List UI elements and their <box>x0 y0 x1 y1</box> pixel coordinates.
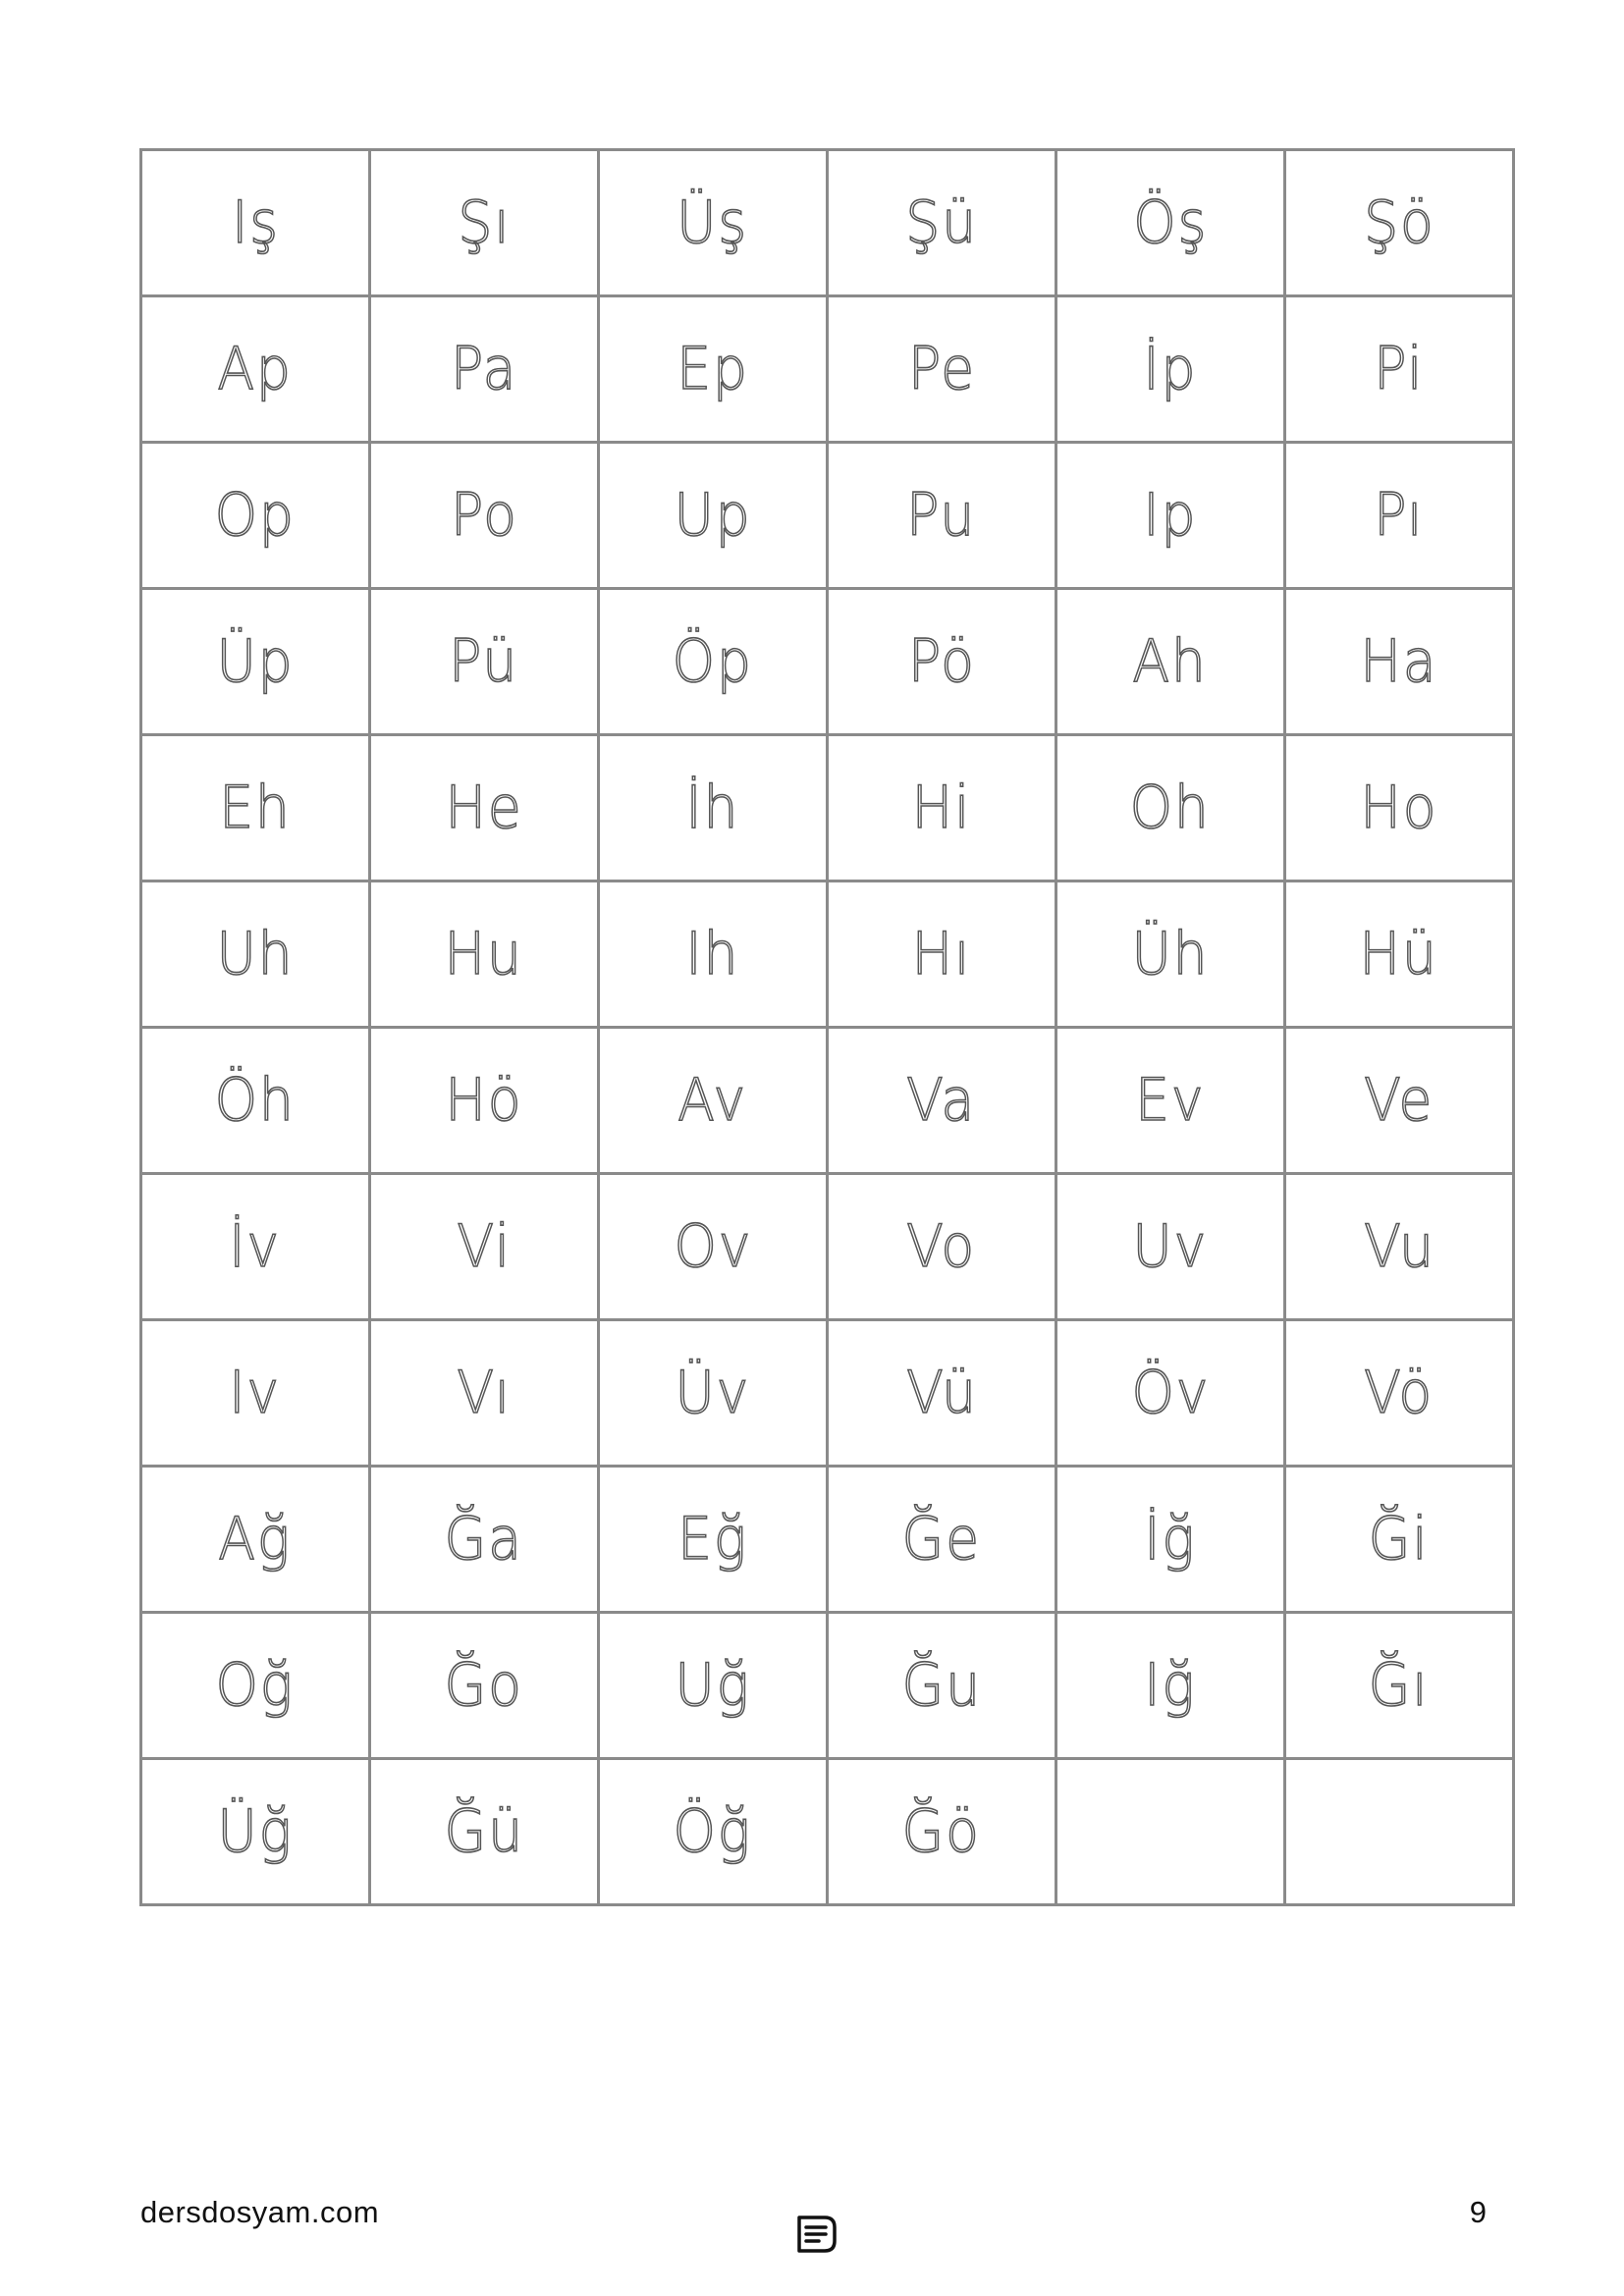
grid-cell <box>141 1759 370 1905</box>
grid-cell <box>828 150 1056 296</box>
tracing-syllable: Oh <box>1129 774 1212 842</box>
tracing-syllable: Ah <box>1132 627 1209 696</box>
grid-cell <box>599 1174 828 1320</box>
tracing-syllable: Üş <box>677 188 749 257</box>
tracing-syllable: Pö <box>907 627 976 696</box>
grid-cell <box>141 1613 370 1759</box>
tracing-syllable: Pü <box>449 627 519 696</box>
tracing-syllable: Öğ <box>673 1797 753 1866</box>
tracing-syllable: He <box>445 774 523 842</box>
tracing-syllable: Ağ <box>218 1505 293 1574</box>
tracing-syllable: Ğü <box>444 1797 524 1866</box>
tracing-syllable: Iv <box>229 1359 282 1427</box>
grid-cell <box>1056 1467 1285 1613</box>
grid-cell <box>828 1759 1056 1905</box>
tracing-syllable: Op <box>214 481 297 550</box>
grid-cell <box>1285 1028 1514 1174</box>
tracing-syllable: Vu <box>1363 1212 1435 1281</box>
grid-cell <box>1056 443 1285 589</box>
grid-row <box>141 1759 1514 1905</box>
grid-row <box>141 1174 1514 1320</box>
tracing-syllable: Ği <box>1369 1505 1430 1574</box>
tracing-syllable: Şö <box>1363 188 1435 257</box>
grid-body <box>141 150 1514 1905</box>
grid-cell <box>1056 589 1285 735</box>
tracing-syllable: Iş <box>231 188 280 257</box>
grid-row <box>141 150 1514 296</box>
tracing-syllable: Üp <box>216 627 295 696</box>
tracing-syllable: Hü <box>1359 920 1439 988</box>
tracing-syllable: Pa <box>450 335 518 403</box>
tracing-syllable: Hı <box>911 920 972 988</box>
grid-cell <box>599 1028 828 1174</box>
grid-cell <box>1056 1759 1285 1905</box>
tracing-syllable: Av <box>677 1066 748 1135</box>
grid-cell <box>599 150 828 296</box>
grid-cell <box>828 1613 1056 1759</box>
grid-cell <box>599 1613 828 1759</box>
grid-cell <box>828 296 1056 443</box>
tracing-syllable: Ev <box>1135 1066 1206 1135</box>
grid-cell <box>599 296 828 443</box>
grid-cell <box>828 1467 1056 1613</box>
grid-cell <box>828 589 1056 735</box>
tracing-syllable: Pe <box>907 335 976 403</box>
grid-cell <box>1056 881 1285 1028</box>
grid-cell <box>141 1320 370 1467</box>
tracing-syllable: Hi <box>911 774 972 842</box>
grid-cell <box>370 1759 599 1905</box>
grid-cell <box>1285 1467 1514 1613</box>
grid-cell <box>1285 1613 1514 1759</box>
grid-cell <box>1056 735 1285 881</box>
grid-cell <box>828 735 1056 881</box>
tracing-syllable: Üğ <box>217 1797 294 1866</box>
tracing-syllable: Hö <box>445 1066 523 1135</box>
grid-cell <box>370 1320 599 1467</box>
grid-cell <box>1285 1759 1514 1905</box>
grid-cell <box>1285 735 1514 881</box>
grid-cell <box>1285 443 1514 589</box>
grid-row <box>141 1613 1514 1759</box>
tracing-syllable: İğ <box>1144 1505 1197 1574</box>
grid-cell <box>1056 1174 1285 1320</box>
tracing-syllable: Vi <box>457 1212 512 1281</box>
grid-cell <box>828 1320 1056 1467</box>
grid-cell <box>599 1759 828 1905</box>
tracing-syllable: Vı <box>457 1359 512 1427</box>
tracing-syllable: İh <box>685 774 740 842</box>
grid-row <box>141 443 1514 589</box>
grid-cell <box>599 1320 828 1467</box>
grid-cell <box>141 589 370 735</box>
tracing-syllable: Pi <box>1374 335 1425 403</box>
grid-cell <box>599 881 828 1028</box>
grid-cell <box>370 881 599 1028</box>
grid-cell <box>1056 1613 1285 1759</box>
grid-cell <box>141 296 370 443</box>
tracing-syllable: Eğ <box>677 1505 748 1574</box>
tracing-syllable: Vö <box>1364 1359 1435 1427</box>
grid-cell <box>828 1174 1056 1320</box>
tracing-syllable: Va <box>906 1066 977 1135</box>
tracing-syllable: Ğo <box>444 1651 524 1720</box>
tracing-syllable: Öş <box>1133 188 1208 257</box>
grid-cell <box>1056 150 1285 296</box>
grid-cell <box>141 881 370 1028</box>
tracing-syllable: Pu <box>906 481 977 550</box>
grid-row <box>141 1320 1514 1467</box>
grid-cell <box>1285 1320 1514 1467</box>
grid-cell <box>370 589 599 735</box>
tracing-syllable: Oğ <box>215 1651 296 1720</box>
grid-cell <box>1285 1174 1514 1320</box>
grid-row <box>141 296 1514 443</box>
tracing-syllable: Uv <box>1132 1212 1209 1281</box>
tracing-syllable: Öv <box>1131 1359 1210 1427</box>
tracing-syllable: Pı <box>1374 481 1425 550</box>
grid-cell <box>141 443 370 589</box>
tracing-syllable: Vü <box>905 1359 978 1427</box>
tracing-syllable: Ğe <box>901 1505 982 1574</box>
tracing-syllable: Ip <box>1143 481 1198 550</box>
syllable-tracing-grid <box>139 148 1515 1906</box>
grid-cell <box>1285 881 1514 1028</box>
grid-cell <box>1056 296 1285 443</box>
grid-cell <box>828 1028 1056 1174</box>
tracing-syllable: Şü <box>905 188 978 257</box>
tracing-syllable: Po <box>450 481 518 550</box>
grid-row <box>141 735 1514 881</box>
tracing-syllable: Öh <box>214 1066 297 1135</box>
grid-cell <box>1285 150 1514 296</box>
tracing-syllable: Şı <box>457 188 512 257</box>
tracing-syllable: Ih <box>685 920 740 988</box>
grid-row <box>141 1028 1514 1174</box>
grid-cell <box>141 1467 370 1613</box>
grid-cell <box>370 150 599 296</box>
tracing-syllable: Hu <box>444 920 524 988</box>
grid-cell <box>370 1028 599 1174</box>
grid-cell <box>1285 296 1514 443</box>
grid-cell <box>141 1174 370 1320</box>
tracing-syllable: Uğ <box>675 1651 751 1720</box>
grid-cell <box>599 735 828 881</box>
tracing-syllable: Iğ <box>1144 1651 1197 1720</box>
grid-cell <box>370 735 599 881</box>
grid-cell <box>141 735 370 881</box>
tracing-syllable: Ov <box>674 1212 752 1281</box>
tracing-syllable: Ep <box>677 335 749 403</box>
tracing-syllable: Ğö <box>901 1797 982 1866</box>
tracing-syllable: İp <box>1143 335 1198 403</box>
grid-cell <box>370 296 599 443</box>
tracing-syllable: Up <box>674 481 752 550</box>
grid-cell <box>1056 1028 1285 1174</box>
grid-cell <box>1285 589 1514 735</box>
grid-cell <box>599 443 828 589</box>
grid-cell <box>1056 1320 1285 1467</box>
grid-cell <box>828 443 1056 589</box>
document-lines-icon <box>793 2214 839 2255</box>
tracing-syllable: Ğa <box>444 1505 524 1574</box>
grid-row <box>141 589 1514 735</box>
tracing-syllable: İv <box>229 1212 282 1281</box>
tracing-syllable: Vo <box>906 1212 977 1281</box>
tracing-syllable: Eh <box>219 774 292 842</box>
grid-cell <box>370 443 599 589</box>
grid-row <box>141 881 1514 1028</box>
grid-cell <box>141 1028 370 1174</box>
footer-site-name: dersdosyam.com <box>140 2195 380 2229</box>
grid-cell <box>370 1613 599 1759</box>
tracing-syllable: Ho <box>1360 774 1438 842</box>
tracing-syllable: Öp <box>672 627 754 696</box>
grid-cell <box>828 881 1056 1028</box>
grid-cell <box>370 1174 599 1320</box>
tracing-syllable: Üv <box>675 1359 751 1427</box>
tracing-syllable: Ve <box>1364 1066 1435 1135</box>
grid-cell <box>141 150 370 296</box>
grid-cell <box>599 1467 828 1613</box>
tracing-syllable: Ğu <box>901 1651 982 1720</box>
tracing-syllable: Ap <box>217 335 294 403</box>
grid-cell <box>370 1467 599 1613</box>
page-number: 9 <box>1469 2195 1487 2229</box>
tracing-syllable: Üh <box>1131 920 1210 988</box>
tracing-syllable: Uh <box>216 920 295 988</box>
grid-cell <box>599 589 828 735</box>
grid-row <box>141 1467 1514 1613</box>
tracing-syllable: Ha <box>1360 627 1438 696</box>
tracing-syllable: Ğı <box>1369 1651 1430 1720</box>
